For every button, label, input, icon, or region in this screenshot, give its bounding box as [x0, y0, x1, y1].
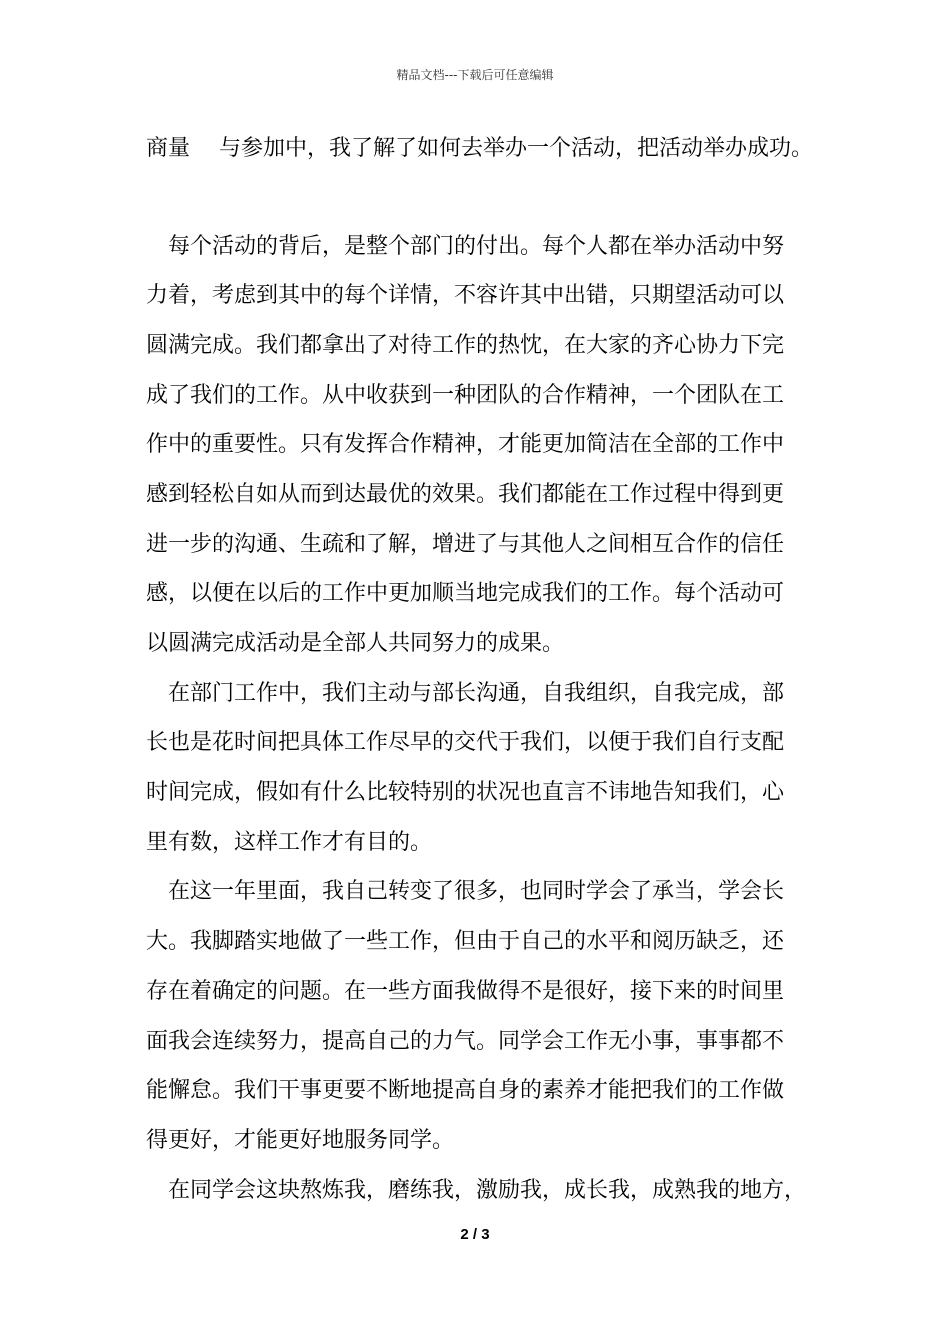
text-line: 力着，考虑到其中的每个详情，不容许其中出错，只期望活动可以 — [146, 283, 785, 308]
text-line: 里有数，这样工作才有目的。 — [146, 830, 433, 855]
text-line: 长也是花时间把具体工作尽早的交代于我们，以便于我们自行支配 — [146, 730, 785, 755]
text-line: 商量 与参加中，我了解了如何去举办一个活动，把活动举办成功。 — [146, 136, 813, 161]
page-number: 2 / 3 — [460, 1226, 490, 1243]
text-line: 以圆满完成活动是全部人共同努力的成果。 — [146, 631, 565, 656]
text-line: 成了我们的工作。从中收获到一种团队的合作精神，一个团队在工 — [146, 383, 785, 408]
page-header: 精品文档---下载后可任意编辑 — [396, 68, 554, 82]
text-line: 圆满完成。我们都拿出了对待工作的热忱，在大家的齐心协力下完 — [146, 333, 785, 358]
text-line: 得更好，才能更好地服务同学。 — [146, 1128, 455, 1153]
text-line: 能懈怠。我们干事更要不断地提高自身的素养才能把我们的工作做 — [146, 1078, 785, 1103]
text-line: 进一步的沟通、生疏和了解，增进了与其他人之间相互合作的信任 — [146, 532, 785, 557]
text-line: 面我会连续努力，提高自己的力气。同学会工作无小事，事事都不 — [146, 1029, 785, 1054]
text-line: 存在着确定的问题。在一些方面我做得不是很好，接下来的时间里 — [146, 979, 785, 1004]
text-line: 时间完成，假如有什么比较特别的状况也直言不讳地告知我们，心 — [146, 780, 785, 805]
text-line: 作中的重要性。只有发挥合作精神，才能更加简洁在全部的工作中 — [146, 432, 785, 457]
text-line: 感到轻松自如从而到达最优的效果。我们都能在工作过程中得到更 — [146, 482, 785, 507]
text-line: 在部门工作中，我们主动与部长沟通，自我组织，自我完成，部 — [146, 681, 785, 706]
text-line: 在同学会这块熬炼我，磨练我，激励我，成长我，成熟我的地方， — [146, 1178, 807, 1203]
text-line: 感，以便在以后的工作中更加顺当地完成我们的工作。每个活动可 — [146, 581, 785, 606]
text-line: 每个活动的背后，是整个部门的付出。每个人都在举办活动中努 — [146, 234, 785, 259]
text-line: 大。我脚踏实地做了一些工作，但由于自己的水平和阅历缺乏，还 — [146, 929, 785, 954]
text-line: 在这一年里面，我自己转变了很多，也同时学会了承当，学会长 — [146, 879, 785, 904]
